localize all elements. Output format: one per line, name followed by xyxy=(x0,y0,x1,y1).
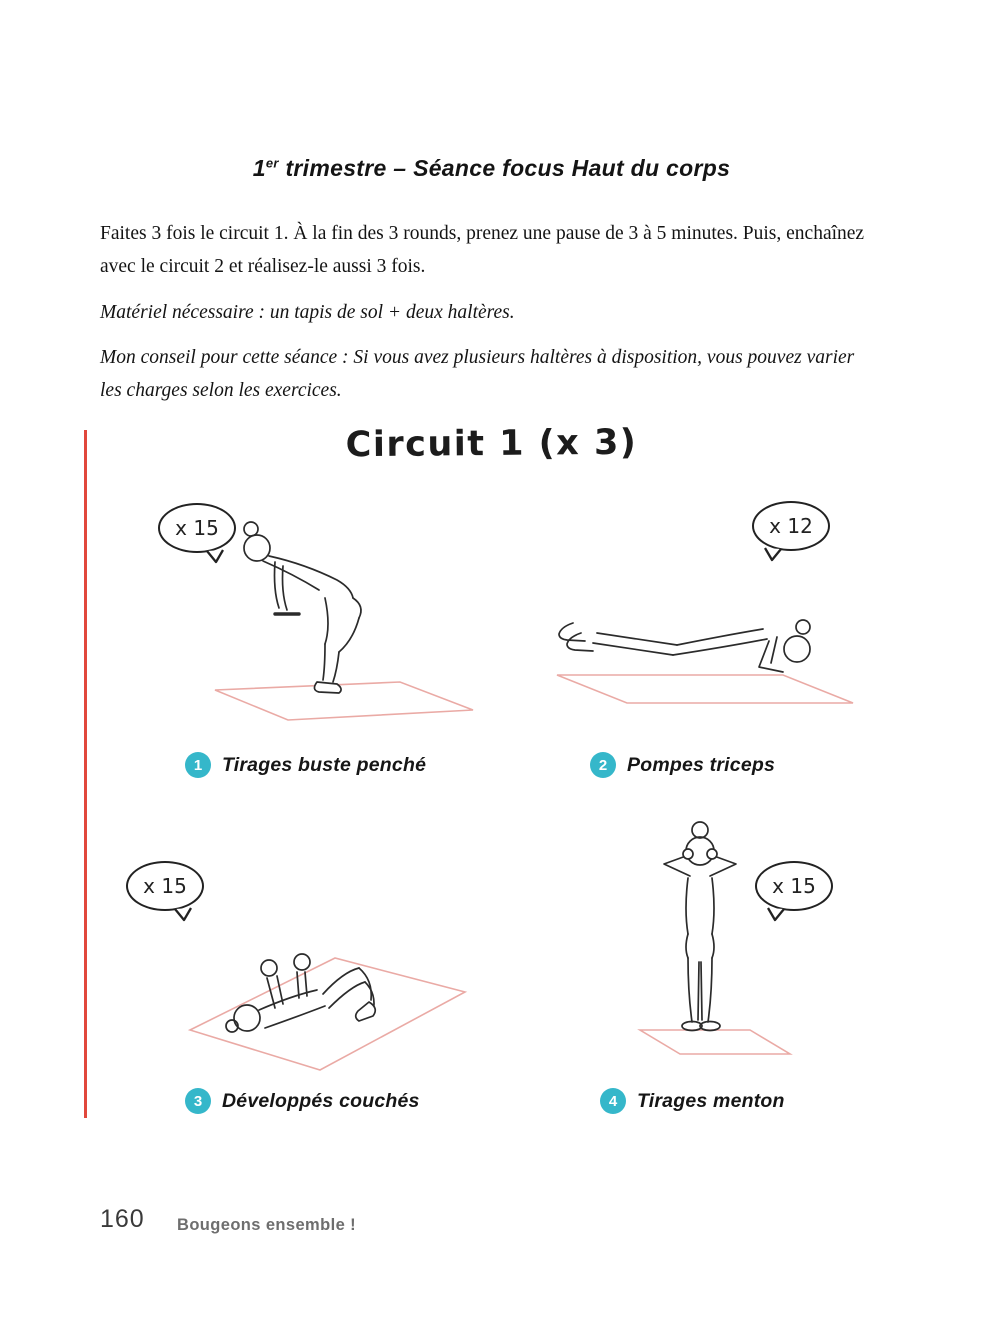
section-accent-rule xyxy=(84,430,87,1118)
illustration-tirages-menton xyxy=(600,818,800,1066)
exercise-name-2: Pompes triceps xyxy=(627,753,776,776)
circuit-heading: Circuit 1 (x 3) xyxy=(345,422,638,466)
exercise-number-badge-2: 2 xyxy=(590,752,616,778)
title-text: trimestre – Séance focus Haut du corps xyxy=(278,155,731,182)
title-number: 1 xyxy=(252,155,266,182)
exercise-name-1: Tirages buste penché xyxy=(222,753,427,776)
reps-bubble-4 xyxy=(755,861,833,911)
book-title: Bougeons ensemble ! xyxy=(177,1216,357,1234)
bubble-tail-icon xyxy=(205,549,225,564)
exercise-number-badge-1: 1 xyxy=(185,752,211,778)
exercise-number-badge-4: 4 xyxy=(600,1088,626,1114)
exercise-number-badge-3: 3 xyxy=(185,1088,211,1114)
conseil-paragraph: Mon conseil pour cette séance : Si vous avez plusieurs haltères à disposition, vous pouvez varier les charges selon les exercices. xyxy=(100,347,855,401)
bubble-tail-icon xyxy=(173,907,193,922)
intro-paragraph: Faites 3 fois le circuit 1. À la fin des 3 rounds, prenez une pause de 3 à 5 minutes. Puis, enchaînez avec le circuit 2 et réalisez-le aussi 3 fois. xyxy=(100,223,865,277)
reps-value-1: x 15 xyxy=(175,516,219,540)
exercise-label-2 xyxy=(590,752,775,778)
page-number: 160 xyxy=(100,1205,145,1233)
exercise-name-3: Développés couchés xyxy=(222,1089,420,1112)
illustration-pompes-triceps xyxy=(545,575,865,710)
intro-text-block xyxy=(100,218,878,421)
exercise-label-4 xyxy=(600,1088,785,1114)
materiel-paragraph: Matériel nécessaire : un tapis de sol + deux haltères. xyxy=(100,301,515,323)
illustration-developpes-couches xyxy=(175,880,475,1080)
bubble-tail-icon xyxy=(763,547,783,562)
reps-bubble-2 xyxy=(752,501,830,551)
reps-value-3: x 15 xyxy=(143,874,187,898)
reps-bubble-3 xyxy=(126,861,204,911)
page-title xyxy=(0,155,983,182)
exercise-name-4: Tirages menton xyxy=(637,1089,785,1112)
reps-value-2: x 12 xyxy=(769,514,813,538)
exercise-label-1 xyxy=(185,752,426,778)
bubble-tail-icon xyxy=(766,907,786,922)
reps-bubble-1 xyxy=(158,503,236,553)
exercise-label-3 xyxy=(185,1088,420,1114)
title-ordinal: er xyxy=(265,155,279,171)
reps-value-4: x 15 xyxy=(772,874,816,898)
